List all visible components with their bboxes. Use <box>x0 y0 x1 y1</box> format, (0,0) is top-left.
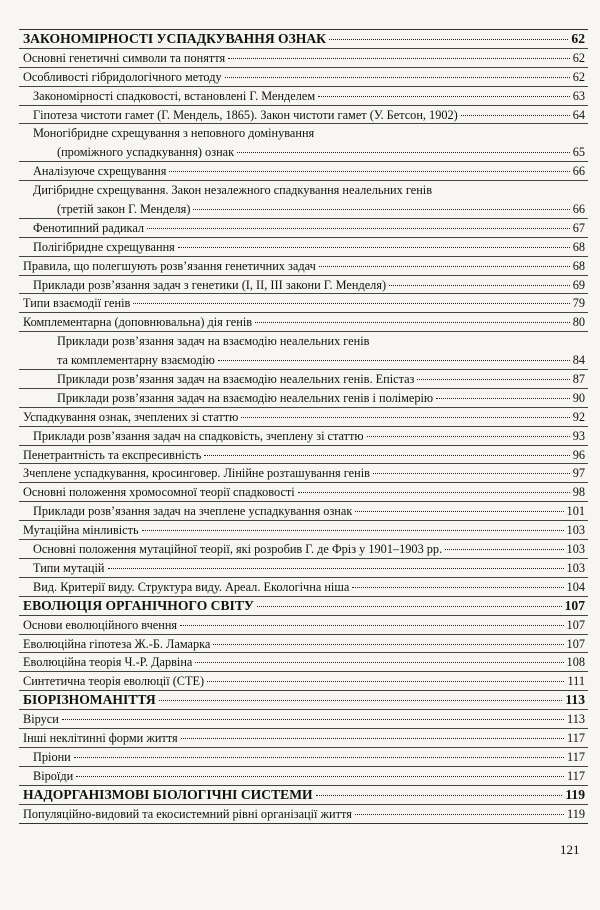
toc-entry <box>19 578 588 597</box>
toc-entry-page: 62 <box>572 69 585 84</box>
toc-entry-title: Приклади розв’язання задач на взаємодію неалельних генів. Епістаз <box>57 372 415 387</box>
dot-leader <box>169 171 569 172</box>
dot-leader <box>62 719 564 720</box>
toc-entry-page: 104 <box>566 579 585 594</box>
toc-entry-page: 111 <box>567 674 585 689</box>
toc-entry-page: 107 <box>566 617 585 632</box>
toc-entry-page: 93 <box>572 428 585 443</box>
dot-leader <box>257 606 562 607</box>
toc-entry <box>19 805 588 824</box>
toc-entry <box>19 332 588 351</box>
toc-entry <box>19 351 588 370</box>
dot-leader <box>147 228 570 229</box>
toc-entry-page: 96 <box>572 447 585 462</box>
toc-entry-page: 113 <box>567 712 585 727</box>
toc-entry-title: Комплементарна (доповнювальна) дія генів <box>23 315 253 330</box>
toc-entry-page: 119 <box>567 806 585 821</box>
dot-leader <box>298 492 570 493</box>
toc-entry-title: Гіпотеза чистоти гамет (Г. Мендель, 1865). Закон чистоти гамет (У. Бетсон, 1902) <box>33 107 458 122</box>
toc-entry-page: 103 <box>566 560 585 575</box>
toc-entry <box>19 540 588 559</box>
toc-entry <box>19 635 588 654</box>
toc-entry-title: Основні положення мутаційної теорії, які розробив Г. де Фріз у 1901–1903 рр. <box>33 542 443 557</box>
toc-entry <box>19 124 588 143</box>
toc-entry-title: Популяційно-видовий та екосистемний рівні організації життя <box>23 806 352 821</box>
toc-entry <box>19 616 588 635</box>
dot-leader <box>193 209 569 210</box>
toc-entry-title: Типи мутацій <box>33 560 105 575</box>
dot-leader <box>74 757 564 758</box>
toc-entry-title: Мутаційна мінливість <box>23 523 139 538</box>
dot-leader <box>355 511 563 512</box>
toc-entry <box>19 710 588 729</box>
toc-section-heading <box>19 691 588 710</box>
toc-entry-page: 113 <box>565 692 585 708</box>
toc-entry-page: 62 <box>571 31 585 46</box>
toc-entry-page: 107 <box>564 597 585 613</box>
toc-entry-title: Приклади розв’язання задач на взаємодію неалельних генів і полімерію <box>57 390 434 405</box>
dot-leader <box>445 549 563 550</box>
dot-leader <box>195 662 563 663</box>
toc-entry-title: НАДОРГАНІЗМОВІ БІОЛОГІЧНІ СИСТЕМИ <box>23 786 313 802</box>
toc-entry-title: Віроїди <box>33 768 74 783</box>
toc-entry-title: Основні генетичні символи та поняття <box>23 50 226 65</box>
toc-entry-page: 117 <box>567 730 585 745</box>
toc-entry-title: Зчеплене успадкування, кросинговер. Лінійне розташування генів <box>23 466 370 481</box>
dot-leader <box>241 417 569 418</box>
toc-entry-page: 84 <box>572 353 585 368</box>
toc-entry-title: Моногібридне схрещування з неповного домінування <box>33 126 315 141</box>
toc-entry <box>19 408 588 427</box>
toc-entry-page: 103 <box>566 523 585 538</box>
page-number: 121 <box>560 842 580 857</box>
dot-leader <box>355 814 564 815</box>
toc-entry <box>19 427 588 446</box>
toc-entry <box>19 502 588 521</box>
toc-entry-title: Інші неклітинні форми життя <box>23 730 178 745</box>
dot-leader <box>133 303 569 304</box>
toc-entry <box>19 672 588 691</box>
dot-leader <box>436 398 570 399</box>
dot-leader <box>318 96 570 97</box>
toc-entry-page: 98 <box>572 485 585 500</box>
toc-entry-title: (третій закон Г. Менделя) <box>57 202 191 217</box>
toc-entry <box>19 276 588 295</box>
toc-entry <box>19 389 588 408</box>
toc-entry-page: 68 <box>572 258 585 273</box>
dot-leader <box>178 247 570 248</box>
dot-leader <box>255 322 570 323</box>
dot-leader <box>373 473 570 474</box>
toc-entry <box>19 68 588 87</box>
toc-entry <box>19 370 588 389</box>
toc-entry-title: Еволюційна гіпотеза Ж.-Б. Ламарка <box>23 636 211 651</box>
dot-leader <box>180 625 563 626</box>
toc-entry <box>19 729 588 748</box>
toc-section-heading <box>19 786 588 805</box>
dot-leader <box>207 681 564 682</box>
toc-entry-title: ЕВОЛЮЦІЯ ОРГАНІЧНОГО СВІТУ <box>23 597 254 613</box>
toc-entry <box>19 106 588 125</box>
toc-entry-page: 108 <box>566 655 585 670</box>
dot-leader <box>319 266 570 267</box>
toc-entry-title: Успадкування ознак, зчеплених зі статтю <box>23 409 239 424</box>
toc-entry-title: Синтетична теорія еволюції (СТЕ) <box>23 674 205 689</box>
toc-entry-page: 67 <box>572 220 585 235</box>
dot-leader <box>142 530 564 531</box>
toc-entry-title: ЗАКОНОМІРНОСТІ УСПАДКУВАННЯ ОЗНАК <box>23 31 327 46</box>
dot-leader <box>237 152 570 153</box>
toc-entry-page: 92 <box>572 409 585 424</box>
toc-entry <box>19 143 588 162</box>
toc-entry-title: Правила, що полегшують розв’язання генетичних задач <box>23 258 316 273</box>
toc-entry-title: Типи взаємодії генів <box>23 296 131 311</box>
toc-entry-page: 117 <box>567 768 585 783</box>
toc-entry <box>19 446 588 465</box>
toc-entry-page: 66 <box>572 164 585 179</box>
dot-leader <box>218 360 570 361</box>
toc-entry <box>19 87 588 106</box>
toc-entry-page: 65 <box>572 145 585 160</box>
toc-entry-title: Основи еволюційного вчення <box>23 617 178 632</box>
toc-entry-title: Дигібридне схрещування. Закон незалежного спадкування неалельних генів <box>33 183 432 198</box>
dot-leader <box>352 587 563 588</box>
toc-entry-title: Полігібридне схрещування <box>33 239 175 254</box>
toc-entry <box>19 483 588 502</box>
dot-leader <box>316 795 563 796</box>
toc-entry <box>19 49 588 68</box>
dot-leader <box>228 58 570 59</box>
toc-entry <box>19 559 588 578</box>
toc-entry-title: Особливості гібридологічного методу <box>23 69 222 84</box>
toc-entry <box>19 767 588 786</box>
toc-entry-title: Приклади розв’язання задач з генетики (І, ІІ, ІІІ закони Г. Менделя) <box>33 277 387 292</box>
toc-entry-title: БІОРІЗНОМАНІТТЯ <box>23 692 156 708</box>
toc-entry <box>19 200 588 219</box>
toc-entry-page: 107 <box>566 636 585 651</box>
toc-entry-title: Фенотипний радикал <box>33 220 145 235</box>
dot-leader <box>329 39 568 40</box>
toc-entry-page: 62 <box>572 50 585 65</box>
toc-entry-page: 103 <box>566 542 585 557</box>
dot-leader <box>389 285 570 286</box>
toc-entry-page: 90 <box>572 390 585 405</box>
toc-entry-page: 68 <box>572 239 585 254</box>
toc-entry-page: 63 <box>572 88 585 103</box>
toc-entry <box>19 238 588 257</box>
dot-leader <box>181 738 564 739</box>
toc-section-heading <box>19 30 588 49</box>
dot-leader <box>417 379 569 380</box>
toc-entry-title: Приклади розв’язання задач на зчеплене успадкування ознак <box>33 504 353 519</box>
toc-entry-page: 119 <box>565 786 585 802</box>
toc-entry-title: Приклади розв’язання задач на взаємодію неалельних генів <box>57 334 370 349</box>
toc-entry-title: Вид. Критерії виду. Структура виду. Ареал. Екологічна ніша <box>33 579 350 594</box>
dot-leader <box>204 455 569 456</box>
toc-entry <box>19 219 588 238</box>
toc-entry <box>19 748 588 767</box>
toc-entry <box>19 257 588 276</box>
toc-entry <box>19 521 588 540</box>
toc-entry-page: 87 <box>572 372 585 387</box>
toc-entry-page: 101 <box>566 504 585 519</box>
toc-section-heading <box>19 597 588 616</box>
toc-entry-page: 117 <box>567 749 585 764</box>
table-of-contents <box>19 29 588 824</box>
toc-entry-title: Пенетрантність та експресивність <box>23 447 202 462</box>
toc-entry <box>19 464 588 483</box>
dot-leader <box>367 436 570 437</box>
toc-entry <box>19 313 588 332</box>
toc-entry-title: Основні положення хромосомної теорії спадковості <box>23 485 295 500</box>
toc-entry <box>19 181 588 200</box>
dot-leader <box>108 568 564 569</box>
toc-entry-page: 97 <box>572 466 585 481</box>
toc-entry-title: Аналізуюче схрещування <box>33 164 167 179</box>
toc-entry <box>19 294 588 313</box>
toc-entry-title: Приклади розв’язання задач на спадковість, зчеплену зі статтю <box>33 428 364 443</box>
dot-leader <box>159 700 563 701</box>
toc-entry-page: 79 <box>572 296 585 311</box>
toc-entry-page: 69 <box>572 277 585 292</box>
dot-leader <box>76 776 564 777</box>
toc-entry-title: Закономірності спадковості, встановлені Г. Менделем <box>33 88 316 103</box>
toc-entry <box>19 653 588 672</box>
toc-entry-title: Еволюційна теорія Ч.-Р. Дарвіна <box>23 655 193 670</box>
toc-entry-title: та комплементарну взаємодію <box>57 353 215 368</box>
toc-entry-title: (проміжного успадкування) ознак <box>57 145 235 160</box>
toc-entry-title: Віруси <box>23 712 59 727</box>
toc-entry-page: 66 <box>572 202 585 217</box>
dot-leader <box>213 644 563 645</box>
dot-leader <box>225 77 570 78</box>
toc-entry-page: 80 <box>572 315 585 330</box>
dot-leader <box>461 115 570 116</box>
toc-entry-page: 64 <box>572 107 585 122</box>
toc-entry-title: Пріони <box>33 749 71 764</box>
toc-entry <box>19 162 588 181</box>
